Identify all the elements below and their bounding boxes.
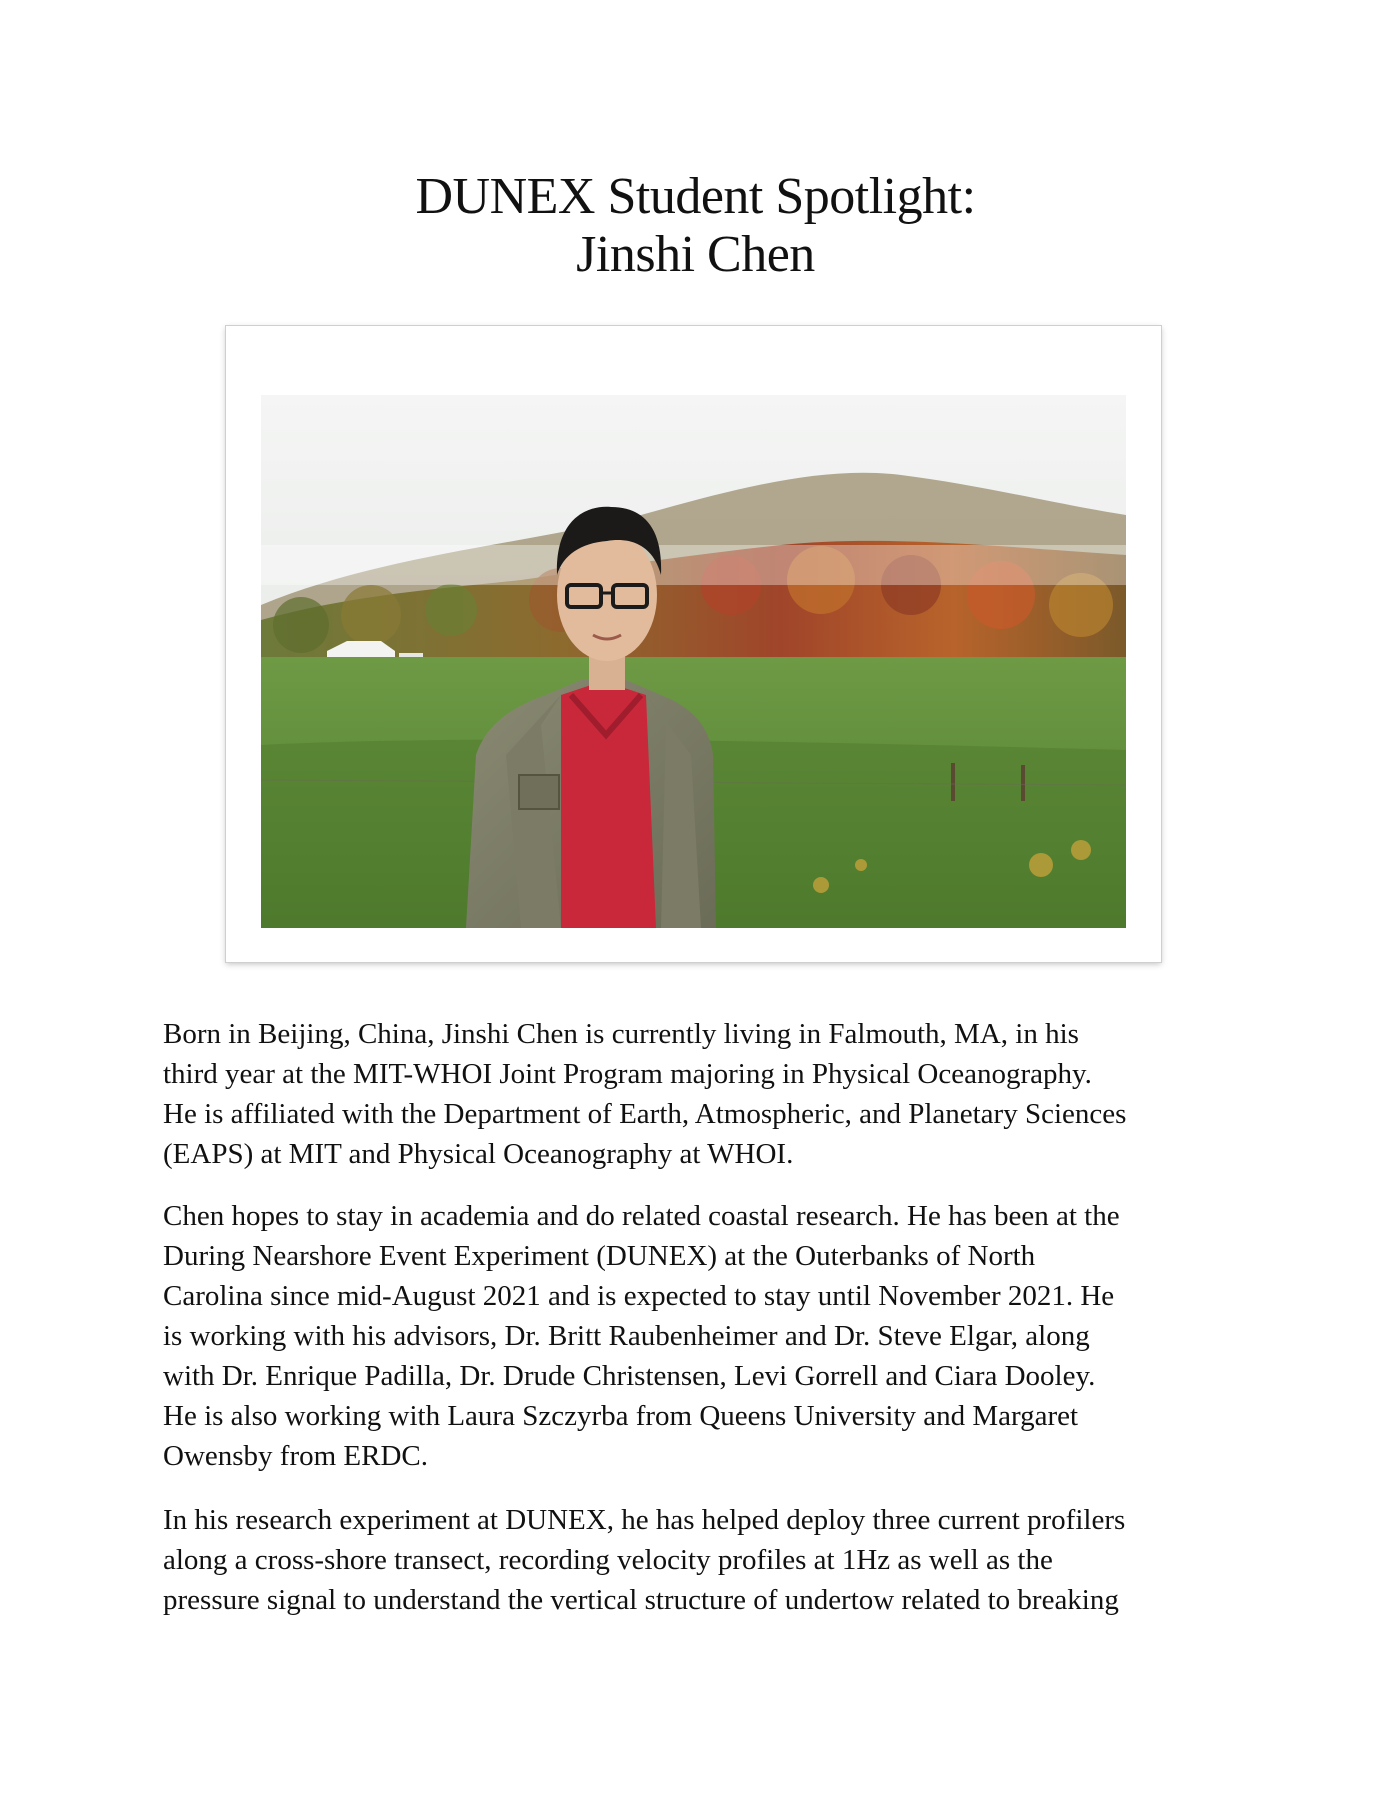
paragraph-2-line-6: He is also working with Laura Szczyrba from Queens University and Margaret <box>163 1400 1079 1432</box>
paragraph-1 <box>163 1014 1233 1174</box>
paragraph-2-line-5: with Dr. Enrique Padilla, Dr. Drude Christensen, Levi Gorrell and Ciara Dooley. <box>163 1360 1096 1392</box>
paragraph-1-line-3: He is affiliated with the Department of Earth, Atmospheric, and Planetary Sciences <box>163 1098 1127 1130</box>
photo-frame <box>226 326 1161 962</box>
paragraph-2-line-3: Carolina since mid-August 2021 and is expected to stay until November 2021. He <box>163 1280 1115 1312</box>
paragraph-2 <box>163 1196 1233 1476</box>
paragraph-1-line-4: (EAPS) at MIT and Physical Oceanography at WHOI. <box>163 1138 794 1170</box>
portrait-photo-illustration <box>261 395 1126 928</box>
paragraph-3-line-3: pressure signal to understand the vertical structure of undertow related to breaking <box>163 1584 1119 1616</box>
page-title-line-2: Jinshi Chen <box>576 226 815 283</box>
portrait-photo <box>261 395 1126 928</box>
paragraph-3 <box>163 1500 1233 1620</box>
paragraph-1-line-2: third year at the MIT-WHOI Joint Program majoring in Physical Oceanography. <box>163 1058 1092 1090</box>
paragraph-2-line-1: Chen hopes to stay in academia and do related coastal research. He has been at the <box>163 1200 1120 1232</box>
paragraph-1-line-1: Born in Beijing, China, Jinshi Chen is currently living in Falmouth, MA, in his <box>163 1018 1079 1050</box>
paragraph-2-line-2: During Nearshore Event Experiment (DUNEX) at the Outerbanks of North <box>163 1240 1036 1272</box>
paragraph-3-line-2: along a cross-shore transect, recording velocity profiles at 1Hz as well as the <box>163 1544 1053 1576</box>
paragraph-2-line-7: Owensby from ERDC. <box>163 1440 429 1472</box>
paragraph-2-line-4: is working with his advisors, Dr. Britt Raubenheimer and Dr. Steve Elgar, along <box>163 1320 1090 1352</box>
page-title-line-1: DUNEX Student Spotlight: <box>415 168 976 225</box>
paragraph-3-line-1: In his research experiment at DUNEX, he has helped deploy three current profilers <box>163 1504 1126 1536</box>
